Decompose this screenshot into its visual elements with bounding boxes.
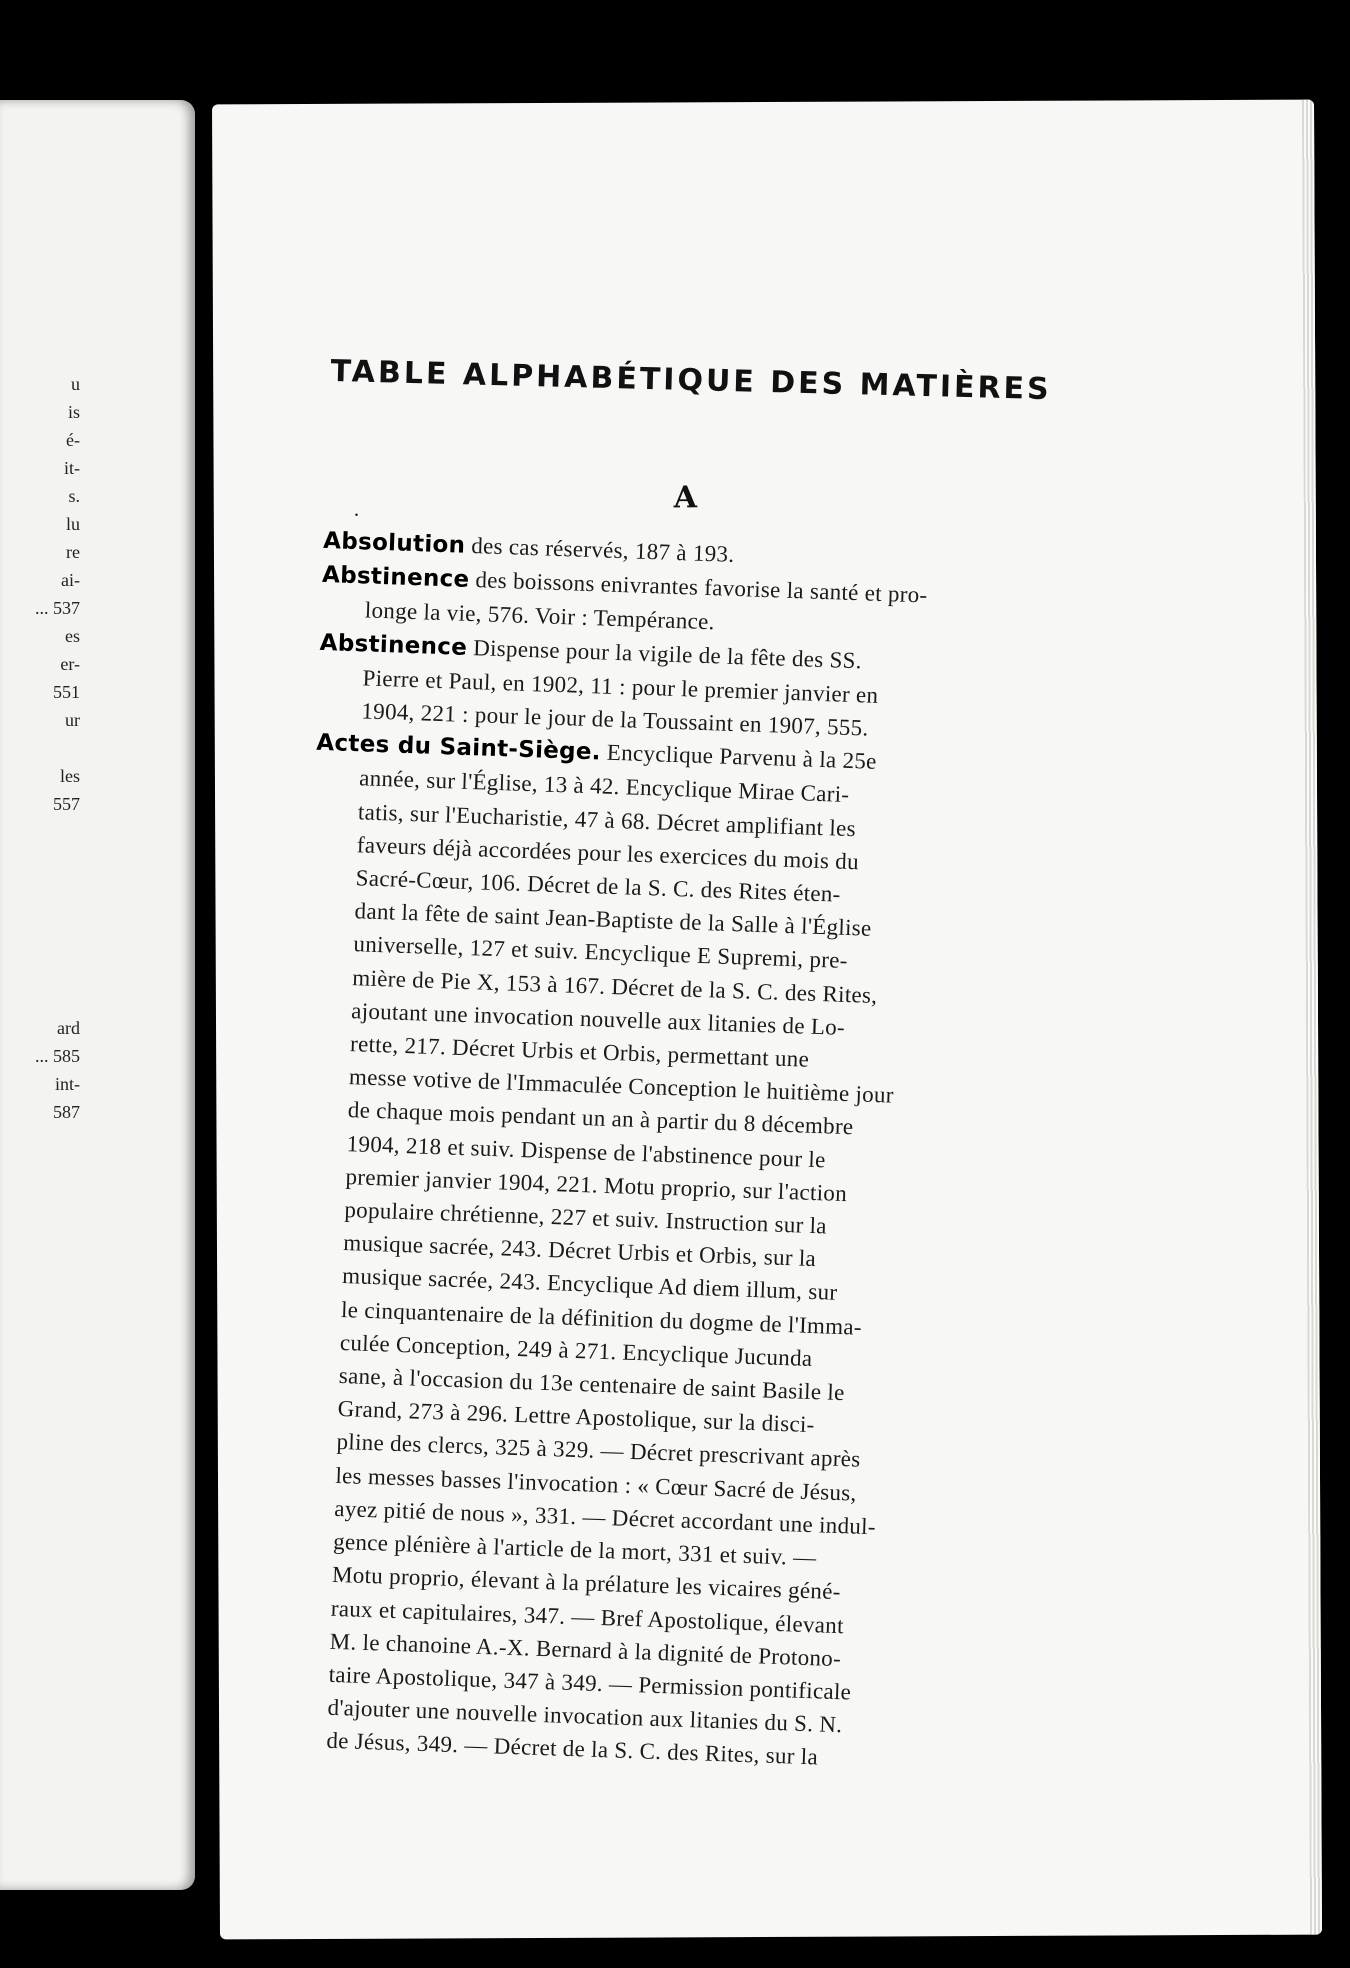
entry-text: des cas réservés, 187 à 193. bbox=[470, 532, 735, 567]
entry-text: faveurs déjà accordées pour les exercices du mois du bbox=[356, 832, 860, 875]
left-page-fragment: is bbox=[67, 402, 80, 422]
entry-text: longe la vie, 576. Voir : Tempérance. bbox=[364, 597, 716, 635]
entry-text: 1904, 221 : pour le jour de la Toussaint en 1907, 555. bbox=[361, 698, 869, 741]
index-entries bbox=[282, 524, 1253, 1787]
entry-text: messe votive de l'Immaculée Conception le huitième jour bbox=[348, 1064, 895, 1108]
left-page-fragment: ... 585 bbox=[35, 1046, 80, 1066]
left-page-fragment bbox=[0, 734, 80, 762]
left-page bbox=[0, 100, 195, 1890]
left-page-fragment: lu bbox=[65, 514, 80, 534]
page-title: TABLE ALPHABÉTIQUE DES MATIÈRES bbox=[330, 353, 1053, 408]
entry-text: le cinquantenaire de la définition du dogme de l'Imma- bbox=[340, 1296, 863, 1340]
left-page-fragment: 557 bbox=[53, 794, 80, 814]
left-page-fragment: it- bbox=[64, 458, 80, 478]
left-page-fragments bbox=[0, 370, 80, 1126]
entry-text: populaire chrétienne, 227 et suiv. Instruction sur la bbox=[344, 1197, 828, 1239]
page-edges bbox=[1302, 100, 1322, 1935]
entry-text: musique sacrée, 243. Encyclique Ad diem illum, sur bbox=[341, 1263, 838, 1306]
entry-text: ayez pitié de nous », 331. — Décret accordant une indul- bbox=[333, 1495, 877, 1540]
entry-text: les messes basses l'invocation : « Cœur Sacré de Jésus, bbox=[335, 1462, 858, 1506]
entry-heading: Actes du Saint-Siège. bbox=[315, 730, 602, 766]
left-page-fragment bbox=[0, 930, 80, 958]
entry-text: 1904, 218 et suiv. Dispense de l'abstinence pour le bbox=[346, 1130, 827, 1173]
entry-text: ajoutant une invocation nouvelle aux litanies de Lo- bbox=[350, 997, 846, 1040]
left-page-fragment: les bbox=[60, 766, 80, 786]
left-page-fragment: s. bbox=[68, 486, 80, 506]
entry-text: tatis, sur l'Eucharistie, 47 à 68. Décret amplifiant les bbox=[357, 798, 857, 841]
entry-text: mière de Pie X, 153 à 167. Décret de la S. C. des Rites, bbox=[351, 964, 878, 1008]
index-entry bbox=[282, 726, 1247, 1787]
entry-text: raux et capitulaires, 347. — Bref Apostolique, élevant bbox=[330, 1595, 845, 1638]
entry-heading: Abstinence bbox=[319, 629, 468, 661]
left-page-fragment: ur bbox=[65, 710, 80, 730]
entry-text: de chaque mois pendant un an à partir du 8 décembre bbox=[347, 1097, 854, 1140]
entry-text: Motu proprio, élevant à la prélature les vicaires géné- bbox=[331, 1562, 842, 1605]
left-page-fragment bbox=[0, 958, 80, 986]
entry-heading: Abstinence bbox=[321, 562, 470, 594]
entry-text: dant la fête de saint Jean-Baptiste de la Salle à l'Église bbox=[354, 898, 872, 942]
entry-text: Grand, 273 à 296. Lettre Apostolique, sur la disci- bbox=[337, 1396, 816, 1438]
entry-text: Sacré-Cœur, 106. Décret de la S. C. des Rites éten- bbox=[355, 865, 842, 907]
left-page-fragment: u bbox=[71, 374, 80, 394]
left-page-fragment bbox=[0, 846, 80, 874]
entry-text: de Jésus, 349. — Décret de la S. C. des Rites, sur la bbox=[326, 1728, 819, 1770]
entry-text: pline des clercs, 325 à 329. — Décret prescrivant après bbox=[336, 1429, 861, 1473]
section-dot: . bbox=[353, 495, 360, 521]
left-page-fragment: é- bbox=[66, 430, 80, 450]
left-page-fragment: es bbox=[65, 626, 80, 646]
entry-text: Dispense pour la vigile de la fête des SS. bbox=[472, 634, 863, 673]
section-letter: A bbox=[673, 480, 698, 516]
entry-text: culée Conception, 249 à 271. Encyclique Jucunda bbox=[339, 1329, 813, 1371]
entry-text: d'ajouter une nouvelle invocation aux litanies du S. N. bbox=[327, 1694, 843, 1738]
entry-text: des boissons enivrantes favorise la santé et pro- bbox=[475, 567, 928, 608]
left-page-fragment bbox=[0, 902, 80, 930]
entry-text: universelle, 127 et suiv. Encyclique E Supremi, pre- bbox=[353, 931, 849, 974]
entry-text: Encyclique Parvenu à la 25e bbox=[606, 739, 878, 775]
left-page-fragment: 551 bbox=[53, 682, 80, 702]
left-page-fragment: ... 537 bbox=[35, 598, 80, 618]
entry-heading: Absolution bbox=[322, 527, 466, 559]
main-page bbox=[212, 100, 1322, 1940]
left-page-fragment: 587 bbox=[53, 1102, 80, 1122]
left-page-fragment: ard bbox=[57, 1018, 80, 1038]
entry-text: M. le chanoine A.-X. Bernard à la dignité de Protono- bbox=[329, 1628, 842, 1671]
entry-text: premier janvier 1904, 221. Motu proprio, sur l'action bbox=[345, 1163, 848, 1206]
entry-text: musique sacrée, 243. Décret Urbis et Orbis, sur la bbox=[342, 1230, 817, 1272]
entry-text: sane, à l'occasion du 13e centenaire de saint Basile le bbox=[338, 1363, 846, 1406]
entry-text: rette, 217. Décret Urbis et Orbis, permettant une bbox=[349, 1031, 810, 1072]
left-page-fragment bbox=[0, 874, 80, 902]
left-page-fragment bbox=[0, 986, 80, 1014]
left-page-fragment: re bbox=[66, 542, 80, 562]
left-page-fragment: int- bbox=[55, 1074, 80, 1094]
entry-text: année, sur l'Église, 13 à 42. Encyclique Mirae Cari- bbox=[358, 765, 850, 808]
entry-text: gence plénière à l'article de la mort, 331 et suiv. — bbox=[332, 1528, 817, 1571]
left-page-fragment: er- bbox=[60, 654, 80, 674]
left-page-fragment bbox=[0, 818, 80, 846]
entry-text: Pierre et Paul, en 1902, 11 : pour le premier janvier en bbox=[362, 665, 879, 708]
entry-text: taire Apostolique, 347 à 349. — Permission pontificale bbox=[328, 1661, 852, 1705]
left-page-fragment: ai- bbox=[61, 570, 80, 590]
